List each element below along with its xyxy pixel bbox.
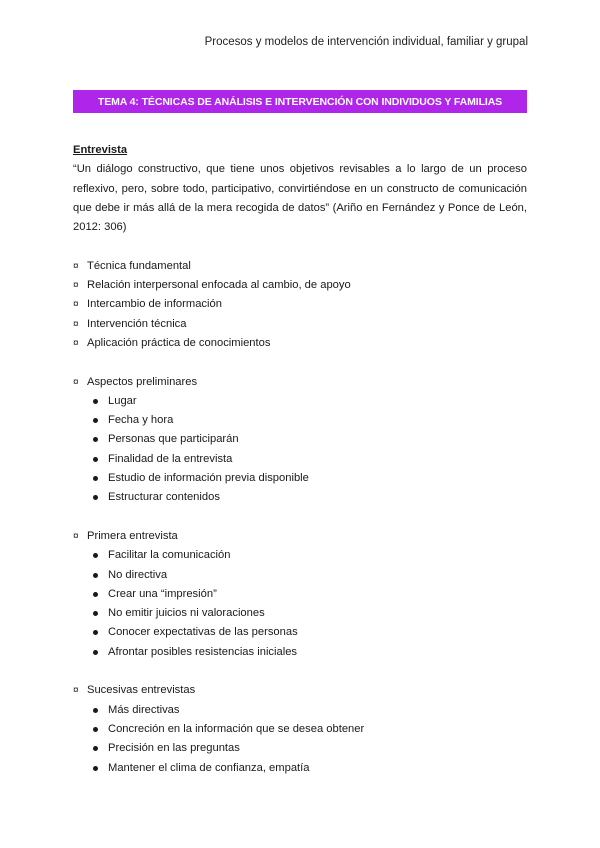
section-heading: Entrevista <box>73 144 128 156</box>
sub-list <box>92 546 527 662</box>
list-item: Finalidad de la entrevista <box>92 450 527 469</box>
list-item: Estructurar contenidos <box>92 488 527 507</box>
sub-list <box>92 392 527 508</box>
topic-banner: TEMA 4: TÉCNICAS DE ANÁLISIS E INTERVENCIÓN CON INDIVIDUOS Y FAMILIAS <box>73 90 527 113</box>
group-title: ¤ Sucesivas entrevistas <box>73 681 527 700</box>
group-title: ¤ Primera entrevista <box>73 527 527 546</box>
page-header: Procesos y modelos de intervención individual, familiar y grupal <box>204 36 528 48</box>
features-list <box>73 257 527 353</box>
definition-quote: “Un diálogo constructivo, que tiene unos objetivos revisables a lo largo de un proceso reflexivo, pero, sobre todo, participativo, convirtiéndose en un constructo de comunicación que debe ir más allá de la mera recogida de datos” (Ariño en Fernández y Ponce de León, 2012: 306) <box>73 163 527 234</box>
list-item: Fecha y hora <box>92 411 527 430</box>
list-item: ¤ Intercambio de información <box>73 295 527 314</box>
list-item: Conocer expectativas de las personas <box>92 623 527 642</box>
list-item: No directiva <box>92 566 527 585</box>
list-item: No emitir juicios ni valoraciones <box>92 604 527 623</box>
group-title: ¤ Aspectos preliminares <box>73 373 527 392</box>
list-item: Mantener el clima de confianza, empatía <box>92 759 527 778</box>
group-preliminares <box>73 373 527 392</box>
list-item: Facilitar la comunicación <box>92 546 527 565</box>
list-item: Concreción en la información que se desea obtener <box>92 720 527 739</box>
list-item: Estudio de información previa disponible <box>92 469 527 488</box>
group-primera-entrevista <box>73 527 527 546</box>
list-item: Personas que participarán <box>92 430 527 449</box>
list-item: ¤ Técnica fundamental <box>73 257 527 276</box>
document-body <box>73 141 527 778</box>
list-item: Afrontar posibles resistencias iniciales <box>92 643 527 662</box>
group-sucesivas-entrevistas <box>73 681 527 700</box>
list-item: Lugar <box>92 392 527 411</box>
list-item: ¤ Relación interpersonal enfocada al cambio, de apoyo <box>73 276 527 295</box>
list-item: ¤ Intervención técnica <box>73 315 527 334</box>
list-item: Más directivas <box>92 701 527 720</box>
sub-list <box>92 701 527 778</box>
list-item: ¤ Aplicación práctica de conocimientos <box>73 334 527 353</box>
list-item: Crear una “impresión” <box>92 585 527 604</box>
list-item: Precisión en las preguntas <box>92 739 527 758</box>
